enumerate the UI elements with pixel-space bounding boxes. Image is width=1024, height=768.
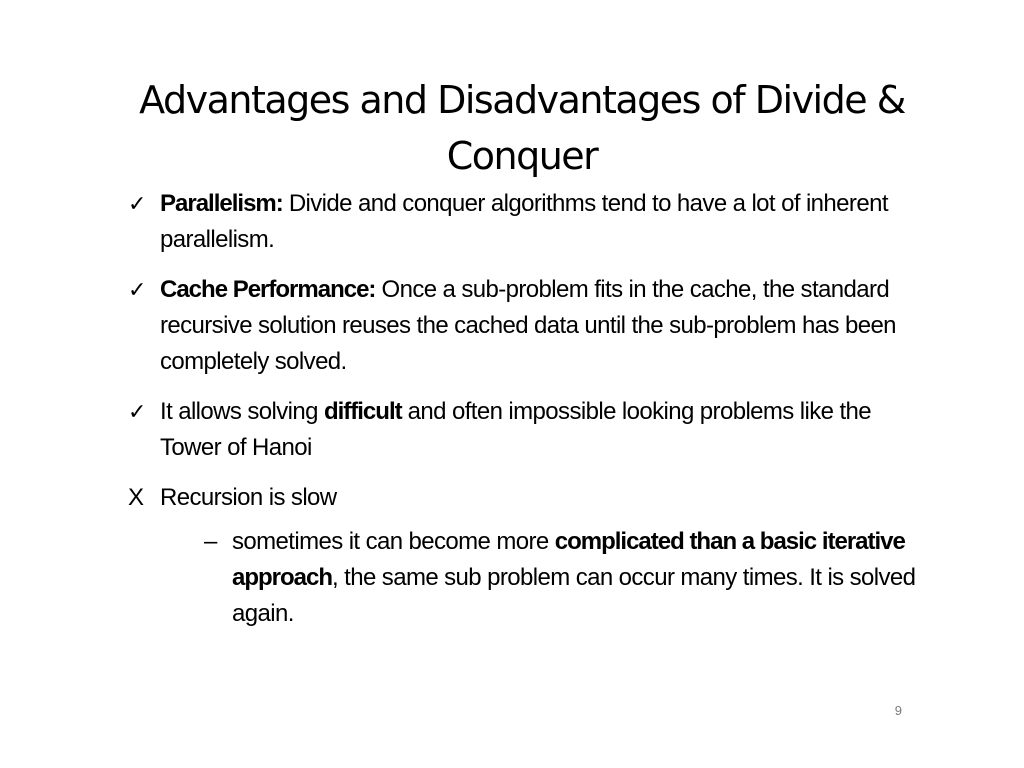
sub-bullet-text: , the same sub problem can occur many times. It is solved again. (232, 564, 916, 627)
bullet-emphasis: difficult (323, 398, 402, 425)
checkmark-icon: ✓ (128, 399, 146, 424)
bullet-text: Once a sub-problem fits in the cache, the standard recursive solution reuses the cached data until the sub-problem has been completely solved. (160, 276, 896, 375)
bullet-text: Divide and conquer algorithms tend to have a lot of inherent parallelism. (160, 190, 888, 253)
bullet-parallelism (126, 186, 926, 258)
bullet-heading: Parallelism: (160, 190, 283, 217)
dash-marker: – (204, 528, 217, 555)
sub-bullet-emphasis: complicated than a basic iterative approach (232, 528, 905, 591)
bullet-list (126, 186, 926, 646)
cross-icon: X (128, 484, 144, 511)
bullet-text: and often impossible looking problems like the Tower of Hanoi (160, 398, 872, 461)
sub-bullet-complicated (160, 524, 926, 632)
bullet-recursion-slow (126, 480, 926, 632)
checkmark-icon: ✓ (128, 191, 146, 216)
title-line-2: Conquer (446, 134, 598, 178)
bullet-difficult-problems (126, 394, 926, 466)
slide-title (100, 72, 944, 184)
bullet-heading: Cache Performance: (160, 276, 376, 303)
bullet-cache-performance (126, 272, 926, 380)
bullet-text-pre: It allows solving (160, 398, 324, 425)
checkmark-icon: ✓ (128, 277, 146, 302)
title-line-1: Advantages and Disadvantages of Divide & (139, 78, 905, 122)
sub-bullet-text-pre: sometimes it can become more (232, 528, 555, 555)
bullet-text: Recursion is slow (160, 484, 337, 511)
page-number: 9 (894, 703, 902, 718)
